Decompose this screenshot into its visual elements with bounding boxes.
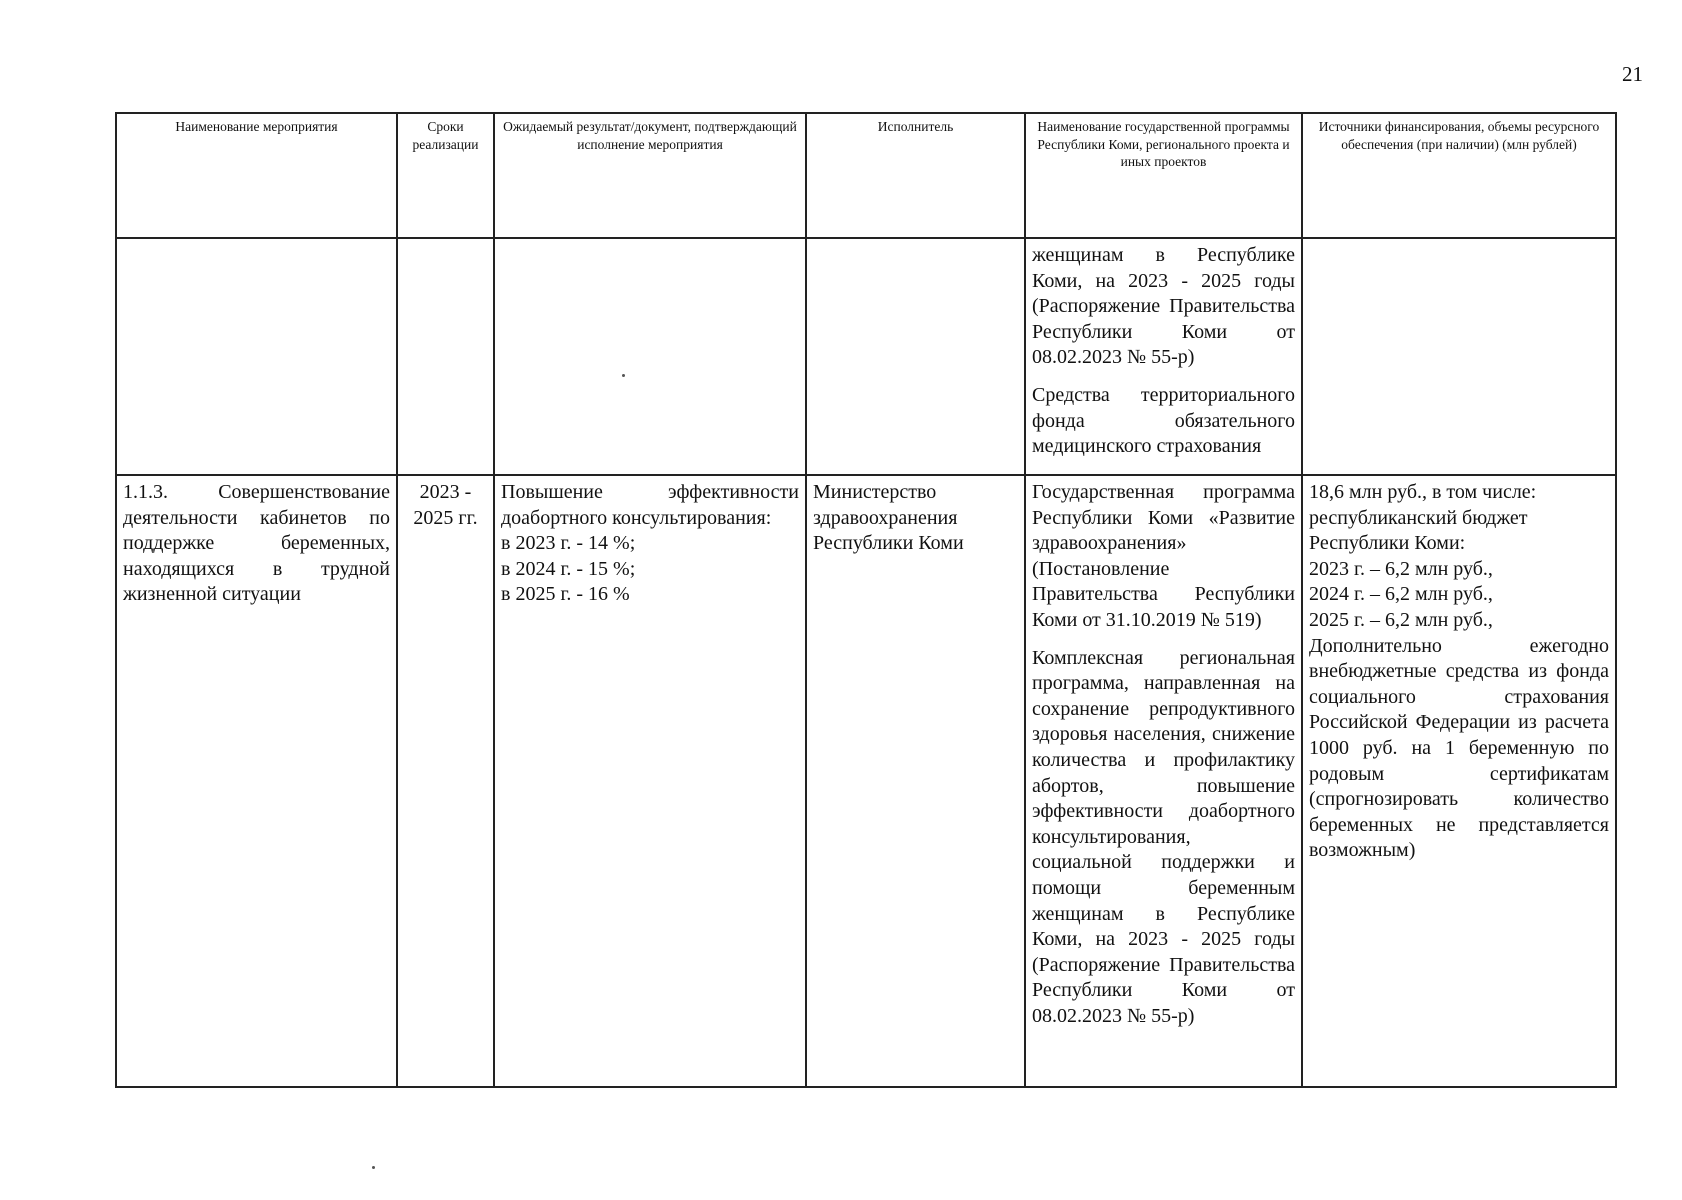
page-number: 21 xyxy=(1622,62,1643,86)
result-item: в 2025 г. - 16 % xyxy=(501,583,630,606)
program-paragraph: Комплексная региональная программа, направленная на сохранение репродуктивного здоровья населения, снижение количества и профилактику абортов, повышение эффективности доабортного консультирования, социальной поддержки и помощи беременным женщинам в Республике Коми, на 2023 - 2025 годы (Распоряжение Правительства Республики Коми от 08.02.2023 № 55-р) xyxy=(1032,646,1295,1027)
cell-expected-result xyxy=(494,475,806,1087)
cell-empty xyxy=(1302,238,1616,475)
funding-line: 18,6 млн руб., в том числе: xyxy=(1309,481,1537,503)
cell-funding xyxy=(1302,475,1616,1087)
program-paragraph: Государственная программа Республики Коми «Развитие здравоохранения» (Постановление Правительства Республики Коми от 31.10.2019 № 519) xyxy=(1032,481,1295,631)
cell-empty xyxy=(116,238,397,475)
result-item: в 2024 г. - 15 %; xyxy=(501,557,636,580)
cell-period: 2023 - 2025 гг. xyxy=(397,475,494,1087)
table-row xyxy=(116,475,1616,1087)
table-header xyxy=(116,113,1616,238)
result-item: в 2023 г. - 14 %; xyxy=(501,532,636,555)
funding-line: республиканский бюджет Республики Коми: xyxy=(1309,506,1528,555)
funding-line: 2023 г. – 6,2 млн руб., xyxy=(1309,557,1493,580)
header-period: Сроки реализации xyxy=(397,113,494,238)
cell-empty xyxy=(806,238,1025,475)
header-program-name: Наименование государственной программы Республики Коми, регионального проекта и иных проектов xyxy=(1025,113,1302,238)
header-executor: Исполнитель xyxy=(806,113,1025,238)
scan-speck xyxy=(622,374,625,377)
header-measure-name: Наименование мероприятия xyxy=(116,113,397,238)
cell-measure: 1.1.3. Совершенствование деятельности кабинетов по поддержке беременных, находящихся в трудной жизненной ситуации xyxy=(116,475,397,1087)
cell-empty xyxy=(494,238,806,475)
table-row xyxy=(116,238,1616,475)
measures-table xyxy=(115,112,1617,1088)
result-intro: Повышение эффективности доабортного консультирования: xyxy=(501,481,799,529)
funding-extra: Дополнительно ежегодно внебюджетные средства из фонда социального страхования Российской Федерации из расчета 1000 руб. на 1 беременную по родовым сертификатам (спрогнозировать количество беременных не представляется возможным) xyxy=(1309,634,1609,862)
cell-program xyxy=(1025,475,1302,1087)
program-paragraph: Средства территориального фонда обязательного медицинского страхования xyxy=(1032,383,1295,458)
funding-line: 2024 г. – 6,2 млн руб., xyxy=(1309,583,1493,606)
program-paragraph: женщинам в Республике Коми, на 2023 - 2025 годы (Распоряжение Правительства Республики Коми от 08.02.2023 № 55-р) xyxy=(1032,244,1295,369)
cell-empty xyxy=(397,238,494,475)
cell-executor: Министерство здравоохранения Республики Коми xyxy=(806,475,1025,1087)
header-expected-result: Ожидаемый результат/документ, подтверждающий исполнение мероприятия xyxy=(494,113,806,238)
cell-program-continued xyxy=(1025,238,1302,475)
funding-line: 2025 г. – 6,2 млн руб., xyxy=(1309,608,1493,631)
header-funding-sources: Источники финансирования, объемы ресурсного обеспечения (при наличии) (млн рублей) xyxy=(1302,113,1616,238)
scan-speck xyxy=(372,1166,375,1169)
